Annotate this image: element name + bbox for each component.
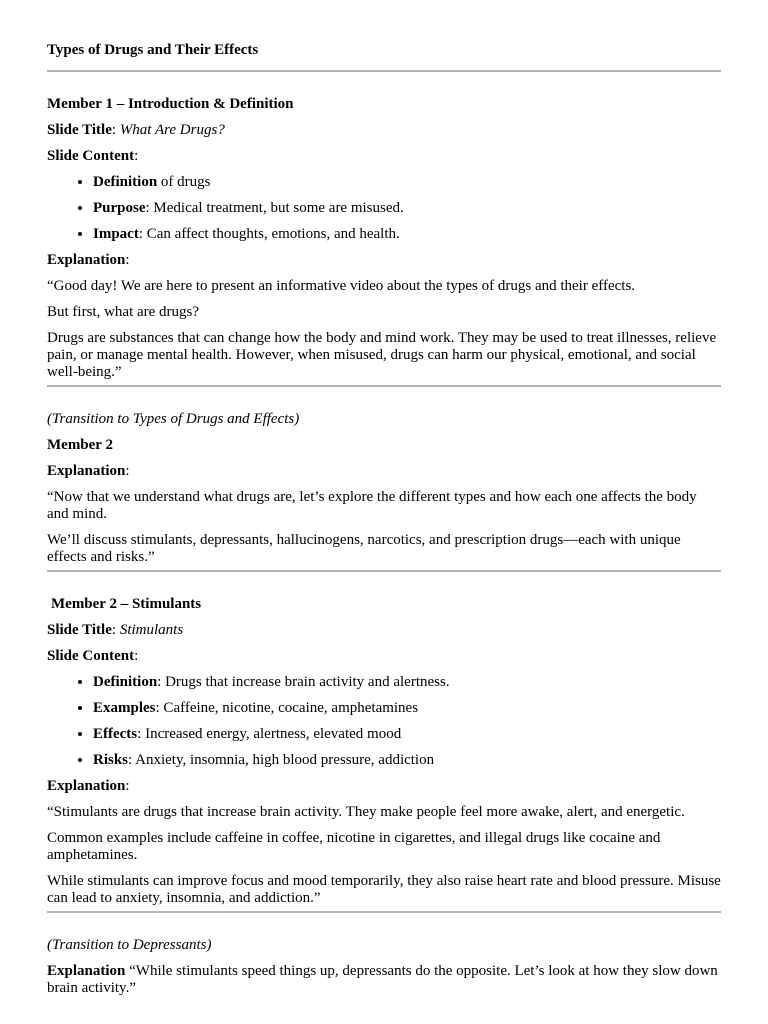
- transition-note: (Transition to Types of Drugs and Effects): [47, 411, 300, 427]
- member-heading: Member 2: [47, 437, 113, 453]
- divider: [47, 570, 721, 572]
- divider: [47, 911, 721, 913]
- document-title: Types of Drugs and Their Effects: [47, 42, 259, 58]
- paragraph: Explanation “While stimulants speed things up, depressants do the opposite. Let’s look at how they slow down brain activity.”: [47, 963, 718, 996]
- slide-title-line: Slide Title: What Are Drugs?: [47, 122, 225, 138]
- slide-title-line: Slide Title: Stimulants: [47, 622, 184, 638]
- explanation-label: Explanation:: [47, 463, 130, 479]
- paragraph: While stimulants can improve focus and mood temporarily, they also raise heart rate and blood pressure. Misuse can lead to anxiety, insomnia, and addiction.”: [47, 873, 721, 906]
- list-item: • Effects: Increased energy, alertness, elevated mood: [93, 726, 721, 743]
- bullet-list: [47, 674, 721, 769]
- list-item: • Definition: Drugs that increase brain activity and alertness.: [93, 674, 721, 691]
- slide-content-label: Slide Content:: [47, 648, 139, 664]
- paragraph: “Now that we understand what drugs are, let’s explore the different types and how each one affects the body and mind.: [47, 489, 697, 522]
- list-item: • Purpose: Medical treatment, but some are misused.: [93, 200, 721, 217]
- paragraph: Drugs are substances that can change how the body and mind work. They may be used to treat illnesses, relieve pain, or manage mental health. However, when misused, drugs can harm our physical, emotional, and social well-being.”: [47, 330, 717, 380]
- slide-content-label: Slide Content:: [47, 148, 139, 164]
- explanation-label: Explanation:: [47, 252, 130, 268]
- list-item: • Examples: Caffeine, nicotine, cocaine, amphetamines: [93, 700, 721, 717]
- list-item: • Risks: Anxiety, insomnia, high blood pressure, addiction: [93, 752, 721, 769]
- paragraph: But first, what are drugs?: [47, 304, 200, 320]
- paragraph: Common examples include caffeine in coffee, nicotine in cigarettes, and illegal drugs like cocaine and amphetamines.: [47, 830, 661, 863]
- transition-note: (Transition to Depressants): [47, 937, 212, 953]
- divider: [47, 385, 721, 387]
- list-item: • Definition of drugs: [93, 174, 721, 191]
- list-item: • Impact: Can affect thoughts, emotions, and health.: [93, 226, 721, 243]
- explanation-label: Explanation:: [47, 778, 130, 794]
- section-heading: Member 2 – Stimulants: [51, 596, 202, 612]
- bullet-list: [47, 174, 721, 243]
- section-heading: Member 1 – Introduction & Definition: [47, 96, 294, 112]
- divider: [47, 70, 721, 72]
- paragraph: “Stimulants are drugs that increase brain activity. They make people feel more awake, alert, and energetic.: [47, 804, 685, 820]
- paragraph: “Good day! We are here to present an informative video about the types of drugs and their effects.: [47, 278, 636, 294]
- paragraph: We’ll discuss stimulants, depressants, hallucinogens, narcotics, and prescription drugs—each with unique effects and risks.”: [47, 532, 681, 565]
